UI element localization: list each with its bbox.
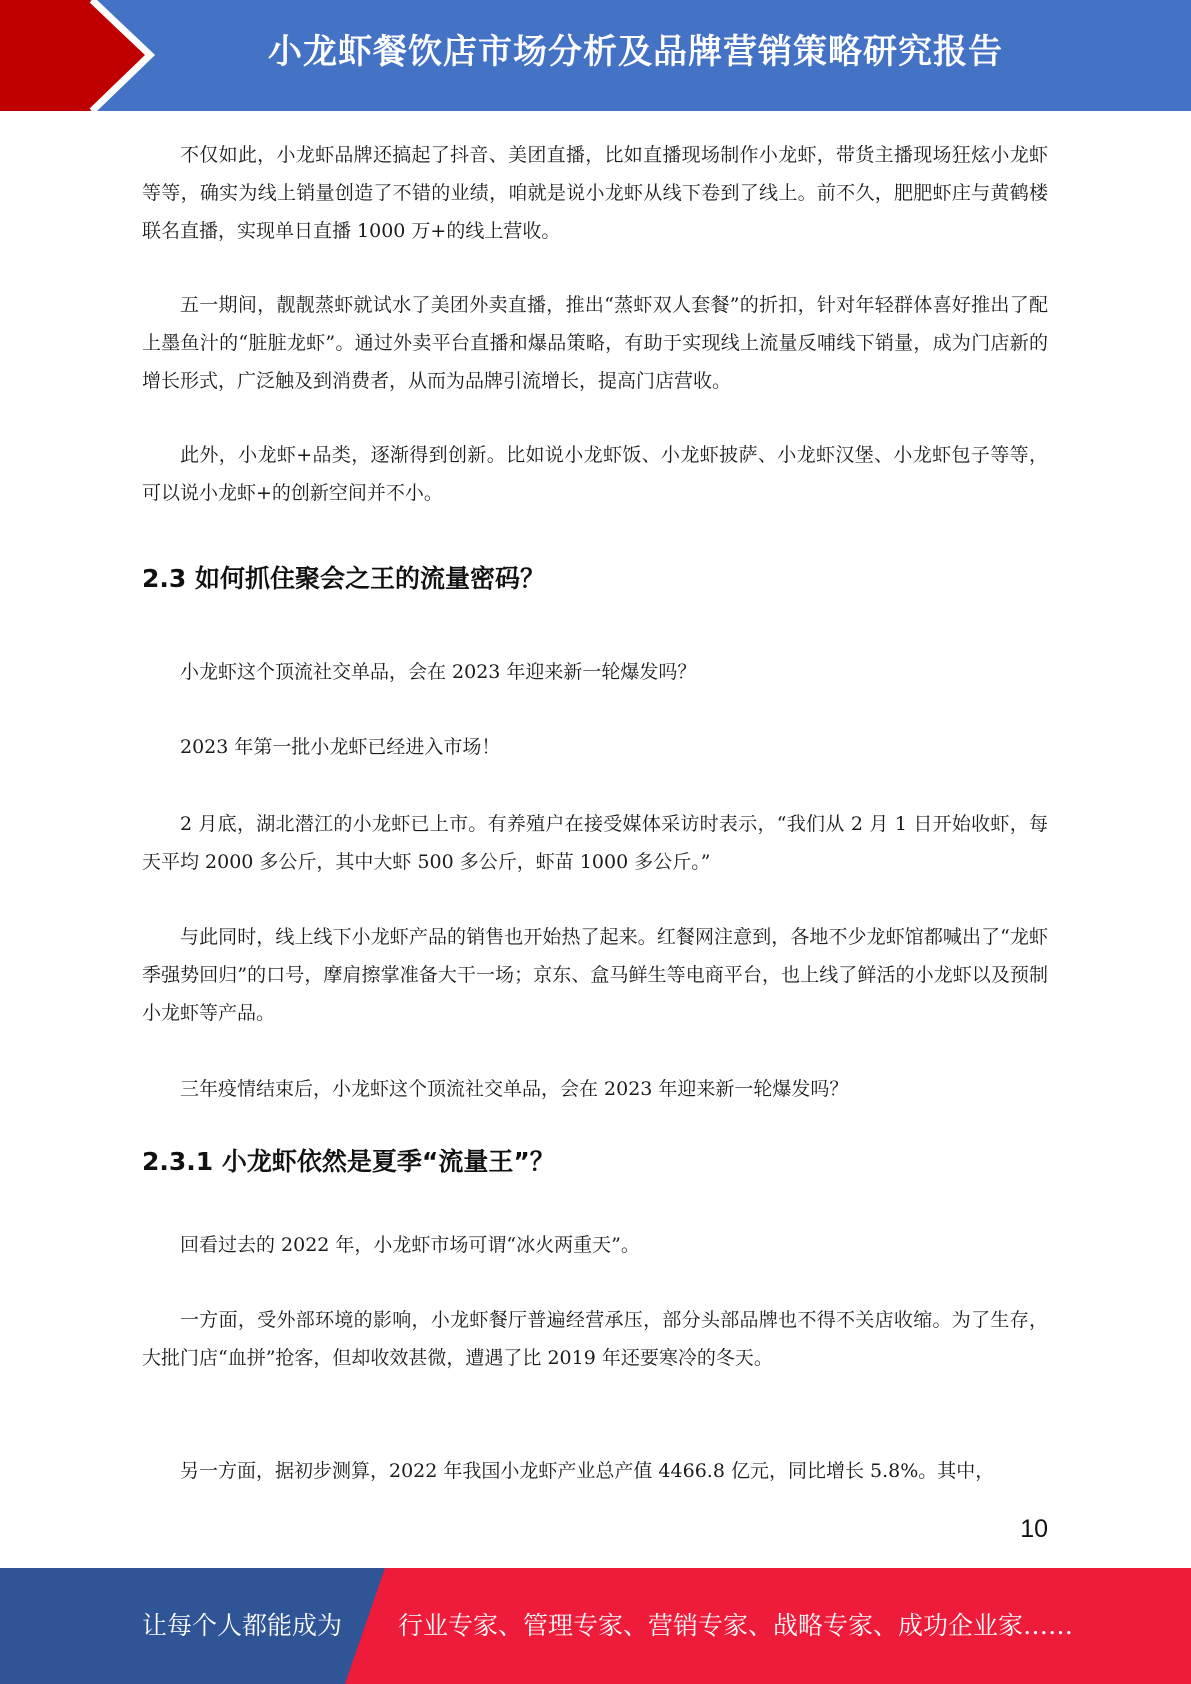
paragraph: 小龙虾这个顶流社交单品，会在 2023 年迎来新一轮爆发吗？ bbox=[180, 661, 697, 683]
paragraph: 2 月底，湖北潜江的小龙虾已上市。有养殖户在接受媒体采访时表示，“我们从 2 月 1 日开始收虾，每天平均 2000 多公斤，其中大虾 500 多公斤，虾苗 1000 多公斤。” bbox=[142, 813, 1048, 873]
paragraph: 2023 年第一批小龙虾已经进入市场！ bbox=[180, 736, 501, 758]
paragraph: 不仅如此，小龙虾品牌还搞起了抖音、美团直播，比如直播现场制作小龙虾，带货主播现场狂炫小龙虾等等，确实为线上销量创造了不错的业绩，咱就是说小龙虾从线下卷到了线上。前不久，肥肥虾庄与黄鹤楼联名直播，实现单日直播 1000 万+的线上营收。 bbox=[142, 144, 1048, 242]
paragraph: 与此同时，线上线下小龙虾产品的销售也开始热了起来。红餐网注意到，各地不少龙虾馆都喊出了“龙虾季强势回归”的口号，摩肩擦掌准备大干一场；京东、盒马鲜生等电商平台，也上线了鲜活的小龙虾以及预制小龙虾等产品。 bbox=[142, 926, 1048, 1024]
footer-slogan-left: 让每个人都能成为 bbox=[142, 1611, 343, 1640]
paragraph: 三年疫情结束后，小龙虾这个顶流社交单品，会在 2023 年迎来新一轮爆发吗？ bbox=[180, 1078, 849, 1100]
page-footer bbox=[0, 1568, 1191, 1684]
red-chevron-icon bbox=[0, 0, 160, 111]
paragraph: 此外，小龙虾+品类，逐渐得到创新。比如说小龙虾饭、小龙虾披萨、小龙虾汉堡、小龙虾包子等等，可以说小龙虾+的创新空间并不小。 bbox=[142, 444, 1048, 504]
section-heading-2-3-1: 2.3.1 小龙虾依然是夏季“流量王”？ bbox=[142, 1147, 555, 1176]
paragraph: 回看过去的 2022 年，小龙虾市场可谓“冰火两重天”。 bbox=[180, 1234, 640, 1256]
paragraph: 五一期间，靓靓蒸虾就试水了美团外卖直播，推出“蒸虾双人套餐”的折扣，针对年轻群体喜好推出了配上墨鱼汁的“脏脏龙虾”。通过外卖平台直播和爆品策略，有助于实现线上流量反哺线下销量，成为门店新的增长形式，广泛触及到消费者，从而为品牌引流增长，提高门店营收。 bbox=[142, 294, 1048, 392]
page-header bbox=[0, 0, 1191, 111]
page-number: 10 bbox=[1020, 1515, 1048, 1543]
paragraph: 一方面，受外部环境的影响，小龙虾餐厅普遍经营承压，部分头部品牌也不得不关店收缩。为了生存，大批门店“血拼”抢客，但却收效甚微，遭遇了比 2019 年还要寒冷的冬天。 bbox=[142, 1309, 1048, 1369]
report-title: 小龙虾餐饮店市场分析及品牌营销策略研究报告 bbox=[268, 32, 1003, 72]
section-heading-2-3: 2.3 如何抓住聚会之王的流量密码？ bbox=[142, 564, 545, 593]
paragraph: 另一方面，据初步测算，2022 年我国小龙虾产业总产值 4466.8 亿元，同比增长 5.8%。其中， bbox=[180, 1460, 995, 1482]
footer-slogan-right: 行业专家、管理专家、营销专家、战略专家、成功企业家…… bbox=[398, 1611, 1074, 1640]
